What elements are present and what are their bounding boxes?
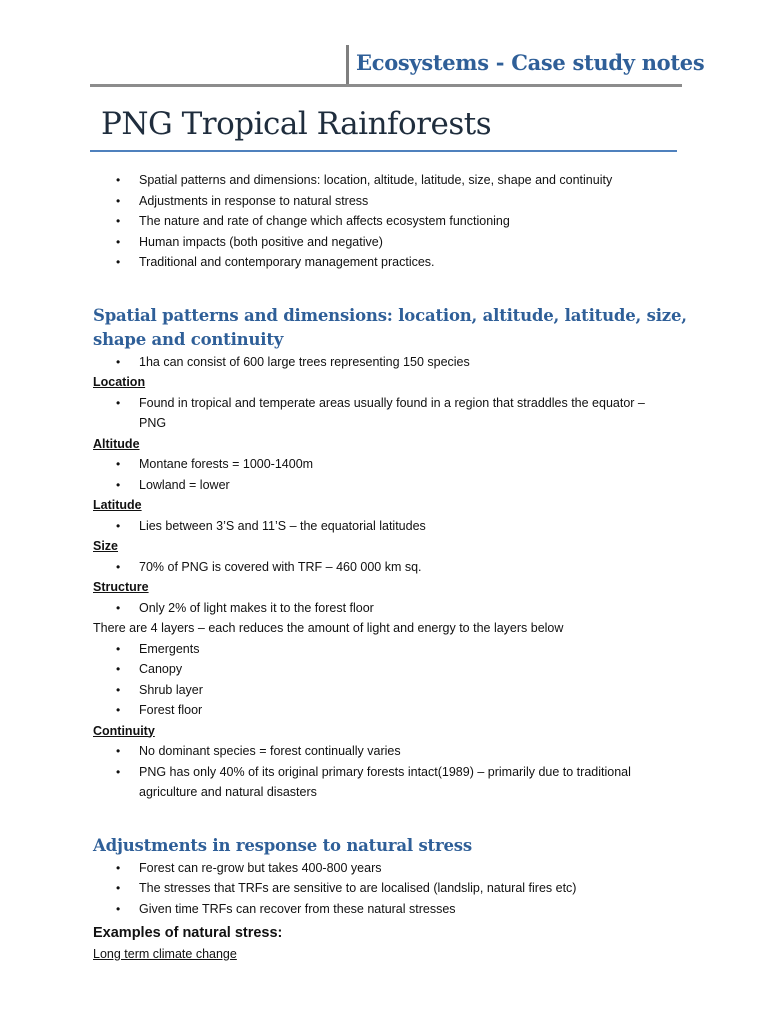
- list-item: • Canopy: [93, 659, 693, 680]
- list-item: • The stresses that TRFs are sensitive to are localised (landslip, natural fires etc): [93, 878, 693, 899]
- section-natural-stress: [93, 834, 693, 965]
- section-heading-adjustments: Adjustments in response to natural stress: [93, 835, 472, 855]
- subheading-size: Size: [93, 539, 119, 553]
- list-item: • Forest can re-grow but takes 400-800 years: [93, 858, 693, 879]
- section-spatial-patterns: [93, 304, 693, 803]
- list-item-line: PNG: [139, 416, 167, 430]
- intro-bullet-list: [93, 170, 693, 273]
- header-vertical-rule: [346, 45, 349, 87]
- subheading-continuity: Continuity: [93, 723, 155, 738]
- title-underline-rule: [90, 150, 677, 152]
- structure-note: There are 4 layers – each reduces the amount of light and energy to the layers below: [93, 621, 564, 635]
- list-item: • Lies between 3’S and 11’S – the equatorial latitudes: [93, 516, 693, 537]
- list-item: • Given time TRFs can recover from these natural stresses: [93, 899, 693, 920]
- subheading-structure: Structure: [93, 580, 149, 594]
- section-heading-spatial: [93, 304, 693, 352]
- bullet-list: [93, 598, 693, 619]
- document-body: [93, 170, 693, 964]
- page-header: [0, 0, 768, 90]
- running-header-title: Ecosystems - Case study notes: [356, 50, 705, 75]
- list-item: • Traditional and contemporary management practices.: [93, 252, 693, 273]
- list-item: [93, 393, 693, 434]
- subheading-altitude: Altitude: [93, 436, 140, 451]
- list-item: • Lowland = lower: [93, 475, 693, 496]
- list-item: • Human impacts (both positive and negative): [93, 232, 693, 253]
- bullet-list: [93, 352, 693, 373]
- list-item: • Only 2% of light makes it to the forest floor: [93, 598, 693, 619]
- list-item: • 70% of PNG is covered with TRF – 460 000 km sq.: [93, 557, 693, 578]
- list-item-line: agriculture and natural disasters: [139, 785, 317, 799]
- list-item: • The nature and rate of change which affects ecosystem functioning: [93, 211, 693, 232]
- subheading-long-term-climate-change: Long term climate change: [93, 947, 237, 961]
- list-item: • Forest floor: [93, 700, 693, 721]
- list-item: • Shrub layer: [93, 680, 693, 701]
- bullet-list: [93, 858, 693, 920]
- bullet-list: [93, 557, 693, 578]
- list-item: • No dominant species = forest continually varies: [93, 741, 693, 762]
- list-item-line: Found in tropical and temperate areas usually found in a region that straddles the equator –: [139, 395, 645, 410]
- examples-heading: Examples of natural stress:: [93, 925, 283, 941]
- forest-layers-list: [93, 639, 693, 721]
- header-horizontal-rule: [90, 84, 682, 87]
- list-item: • Emergents: [93, 639, 693, 660]
- bullet-list: [93, 516, 693, 537]
- list-item: • Spatial patterns and dimensions: location, altitude, latitude, size, shape and continuity: [93, 170, 693, 191]
- list-item: [93, 762, 693, 803]
- bullet-list: [93, 454, 693, 495]
- list-item-line: PNG has only 40% of its original primary forests intact(1989) – primarily due to traditional: [139, 764, 631, 779]
- section-heading-line: Spatial patterns and dimensions: location, altitude, latitude, size,: [93, 305, 687, 325]
- list-item: • 1ha can consist of 600 large trees representing 150 species: [93, 352, 693, 373]
- bullet-list: [93, 393, 693, 434]
- list-item: • Montane forests = 1000-1400m: [93, 454, 693, 475]
- list-item: • Adjustments in response to natural stress: [93, 191, 693, 212]
- document-title: PNG Tropical Rainforests: [101, 106, 492, 142]
- bullet-list: [93, 741, 693, 803]
- subheading-location: Location: [93, 375, 146, 389]
- subheading-latitude: Latitude: [93, 498, 142, 512]
- section-heading-line: shape and continuity: [93, 329, 284, 349]
